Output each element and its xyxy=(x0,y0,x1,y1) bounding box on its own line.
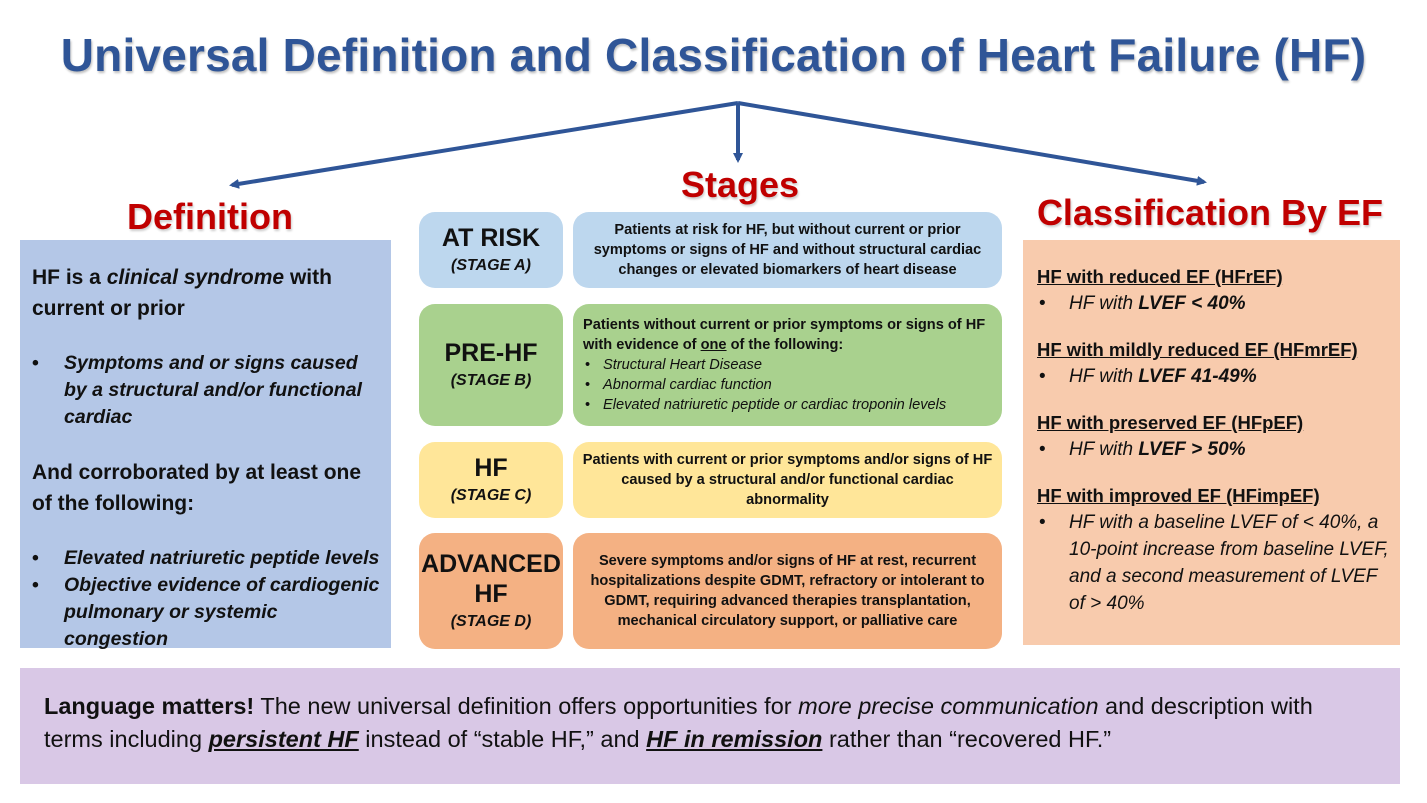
page-title: Universal Definition and Classification of Heart Failure (HF) xyxy=(60,29,1367,81)
stage-c-sub: (STAGE C) xyxy=(450,487,532,504)
stage-d-sub: (STAGE D) xyxy=(450,613,532,630)
stage-d-label xyxy=(419,533,563,649)
stage-a-sub: (STAGE A) xyxy=(451,257,531,274)
stage-a-description: Patients at risk for HF, but without current or prior symptoms or signs of HF and without structural cardiac changes or elevated biomarkers of heart disease xyxy=(573,212,1002,288)
definition-heading: Definition xyxy=(127,196,293,237)
stage-b-sub: (STAGE B) xyxy=(450,372,532,389)
stage-c-name: HF xyxy=(474,454,508,482)
stage-d-description: Severe symptoms and/or signs of HF at rest, recurrent hospitalizations despite GDMT, refractory or intolerant to GDMT, requiring advanced therapies transplantation, mechanical circulatory support, or palliative care xyxy=(573,533,1002,649)
stage-d-name-2: HF xyxy=(474,580,508,608)
definition-intro: HF is a clinical syndrome with current or prior xyxy=(32,266,332,320)
stage-d-name-1: ADVANCED xyxy=(421,550,561,578)
list-item: • Elevated natriuretic peptide levels xyxy=(32,545,381,572)
classification-hfmref: HF with mildly reduced EF (HFmrEF) • HF with LVEF 41-49% xyxy=(1037,337,1390,390)
stage-b-label xyxy=(419,304,563,426)
classification-hfref: HF with reduced EF (HFrEF) • HF with LVEF < 40% xyxy=(1037,264,1390,317)
stage-b-name: PRE-HF xyxy=(444,339,538,367)
stages-heading: Stages xyxy=(680,164,800,205)
classification-hfpef: HF with preserved EF (HFpEF) • HF with LVEF > 50% xyxy=(1037,410,1390,463)
stage-c-description: Patients with current or prior symptoms and/or signs of HF caused by a structural and/or functional cardiac abnormality xyxy=(573,442,1002,518)
definition-bullets-2 xyxy=(32,545,381,653)
list-item: • Symptoms and or signs caused by a structural and/or functional cardiac xyxy=(32,350,381,431)
definition-bullets-1 xyxy=(32,350,381,431)
language-matters-footer: Language matters! The new universal definition offers opportunities for more precise communication and description with terms including persistent HF instead of “stable HF,” and HF in remission rather than “recovered HF.” xyxy=(20,668,1400,784)
stage-a-name: AT RISK xyxy=(441,224,541,252)
stage-b-list xyxy=(583,355,992,415)
definition-box xyxy=(20,240,391,648)
definition-middle: And corroborated by at least one of the following: xyxy=(32,461,362,515)
classification-hfimpef: HF with improved EF (HFimpEF) • HF with a baseline LVEF of < 40%, a 10-point increase from baseline LVEF, and a second measurement of LVEF of > 40% xyxy=(1037,483,1390,617)
stage-b-description: Patients without current or prior symptoms or signs of HF with evidence of one of the following: • Structural Heart Disease • Abnormal cardiac function • Elevated natriuretic peptide or cardiac troponin levels xyxy=(573,304,1002,426)
stage-a-label xyxy=(419,212,563,288)
list-item: • Structural Heart Disease xyxy=(583,355,992,375)
classification-box xyxy=(1023,240,1400,645)
list-item: • Elevated natriuretic peptide or cardiac troponin levels xyxy=(583,395,992,415)
stage-c-label xyxy=(419,442,563,518)
list-item: • Abnormal cardiac function xyxy=(583,375,992,395)
classification-heading: Classification By EF xyxy=(1036,192,1384,233)
list-item: • Objective evidence of cardiogenic pulmonary or systemic congestion xyxy=(32,572,381,653)
